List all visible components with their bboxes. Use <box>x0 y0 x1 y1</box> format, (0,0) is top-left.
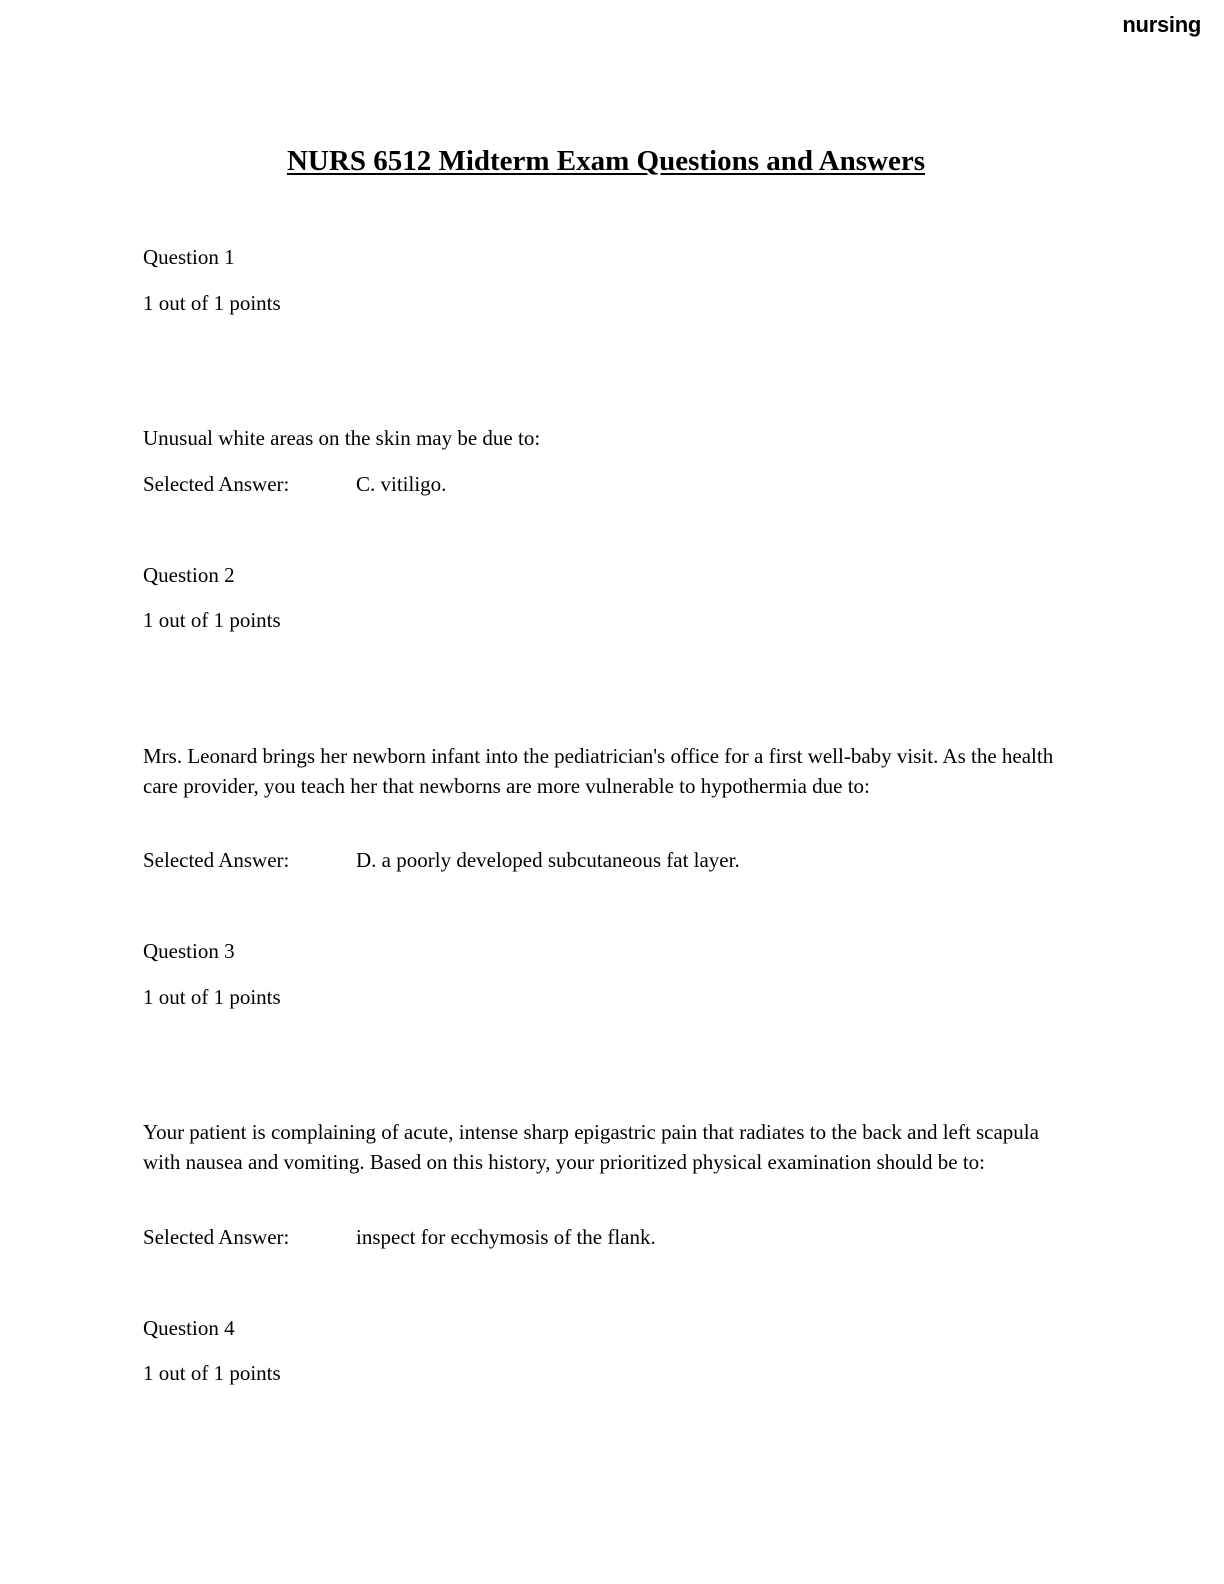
watermark-label: nursing <box>1122 12 1201 37</box>
question-2-label: Question 2 <box>143 563 235 587</box>
selected-answer-value: inspect for ecchymosis of the flank. <box>356 1225 656 1249</box>
question-2-text: Mrs. Leonard brings her newborn infant into the pediatrician's office for a first well-baby visit. As the health care provider, you teach her that newborns are more vulnerable to hypothermia due to: <box>143 744 1054 798</box>
selected-answer-value: C. vitiligo. <box>356 472 447 496</box>
question-4-label: Question 4 <box>143 1316 235 1340</box>
selected-answer-label: Selected Answer: <box>143 848 290 872</box>
question-3-label: Question 3 <box>143 939 235 963</box>
document-title: NURS 6512 Midterm Exam Questions and Answers <box>286 145 926 177</box>
question-4-points: 1 out of 1 points <box>143 1361 281 1385</box>
question-3-points: 1 out of 1 points <box>143 985 281 1009</box>
question-1-answer-row <box>143 470 446 499</box>
question-3-text: Your patient is complaining of acute, intense sharp epigastric pain that radiates to the back and left scapula with nausea and vomiting. Based on this history, your prioritized physical examination should be to: <box>143 1120 1039 1174</box>
question-1-points: 1 out of 1 points <box>143 291 281 315</box>
selected-answer-label: Selected Answer: <box>143 472 290 496</box>
question-1-text: Unusual white areas on the skin may be due to: <box>143 426 541 450</box>
selected-answer-label: Selected Answer: <box>143 1225 290 1249</box>
question-2-answer-row <box>143 846 740 875</box>
selected-answer-value: D. a poorly developed subcutaneous fat layer. <box>356 848 740 872</box>
question-1-label: Question 1 <box>143 245 235 269</box>
question-2-points: 1 out of 1 points <box>143 608 281 632</box>
question-3-answer-row <box>143 1223 656 1252</box>
